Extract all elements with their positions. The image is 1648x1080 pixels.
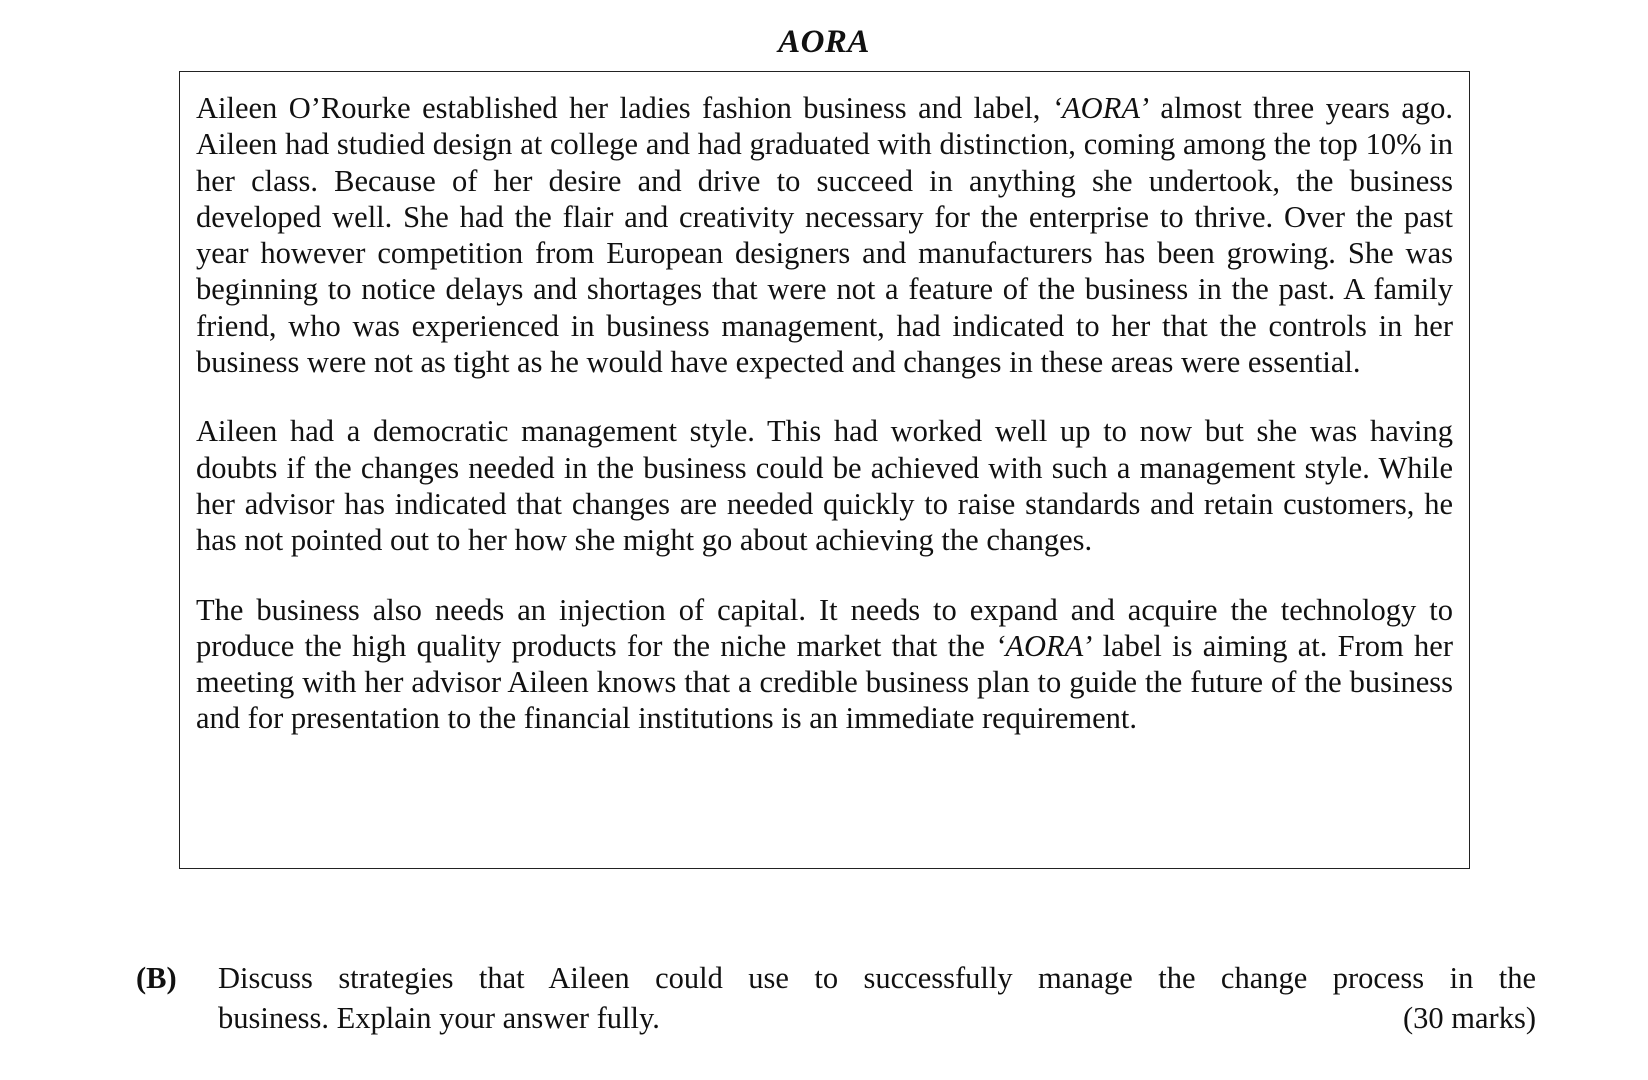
paragraph-text: The business also needs an injection of capital. It needs to expand and acquire the technology to produce the high quality products for the niche market that the — [196, 592, 1453, 663]
paragraph-text: almost three years ago. Aileen had studied design at college and had graduated with distinction, coming among the top 10% in her class. Because of her desire and drive to succeed in anything she undertook, the business developed well. She had the flair and creativity necessary for the enterprise to thrive. Over the past year however competition from European designers and manufacturers has been growing. She was beginning to notice delays and shortages that were not a feature of the business in the past. A family friend, who was experienced in business management, had indicated to her that the controls in her business were not as tight as he would have expected and changes in these areas were essential. — [196, 91, 1454, 380]
question-text — [218, 958, 1536, 1038]
question-line-2-row — [218, 998, 1536, 1038]
question-marks: (30 marks) — [1403, 1001, 1536, 1035]
question-line-1: Discuss strategies that Aileen could use to successfully manage the change process in the — [218, 961, 1536, 995]
case-paragraph-2: Aileen had a democratic management style. This had worked well up to now but she was having doubts if the changes needed in the business could be achieved with such a management style. While her advisor has indicated that changes are needed quickly to raise standards and retain customers, he has not pointed out to her how she might go about achieving the changes. — [196, 414, 1453, 558]
case-study-box — [179, 71, 1470, 869]
question-line-2: business. Explain your answer fully. — [218, 1001, 660, 1035]
brand-label: ‘AORA’ — [995, 628, 1093, 663]
question-label: (B) — [136, 961, 177, 995]
paragraph-text: Aileen O’Rourke established her ladies fashion business and label, — [196, 91, 1052, 125]
brand-label: ‘AORA’ — [1051, 91, 1149, 125]
case-paragraph-1 — [196, 90, 1453, 380]
paragraph-text: label is aiming at. From her meeting with her advisor Aileen knows that a credible business plan to guide the future of the business and for presentation to the financial institutions is an immediate requirement. — [196, 628, 1454, 736]
case-paragraph-3 — [196, 592, 1453, 737]
case-study-title: AORA — [778, 24, 870, 60]
